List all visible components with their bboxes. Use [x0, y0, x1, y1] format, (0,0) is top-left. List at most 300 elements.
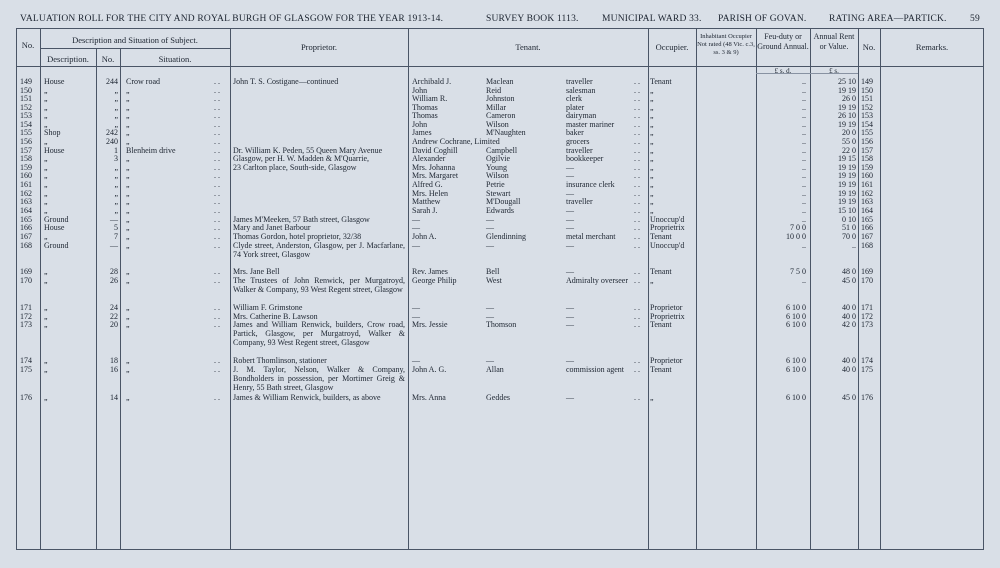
row-description: „	[44, 393, 48, 402]
leader-dots: . .	[634, 303, 640, 312]
row-number: 156	[20, 137, 32, 146]
leader-dots: . .	[214, 163, 220, 172]
row-tenant-forename: John	[412, 120, 428, 129]
leader-dots: . .	[214, 197, 220, 206]
row-description: „	[44, 267, 48, 276]
row-tenant-forename: Andrew Cochrane, Limited	[412, 137, 500, 146]
leader-dots: . .	[214, 189, 220, 198]
rule	[120, 48, 121, 550]
row-description: Ground	[44, 241, 69, 250]
row-number: 158	[20, 154, 32, 163]
row-annual-rent: 45 0	[842, 393, 856, 402]
row-tenant-forename: —	[412, 356, 420, 365]
col-inhabitant-occupier: Inhabitant Occupier Not rated (48 Vic. c.3, ss. 3 & 9)	[697, 33, 755, 56]
row-annual-rent: 20 0	[842, 128, 856, 137]
row-occupier: „	[650, 163, 654, 172]
row-street-number: „	[114, 94, 118, 103]
leader-dots: . .	[214, 77, 220, 86]
leader-dots: . .	[214, 393, 220, 402]
row-annual-rent: 45 0	[842, 276, 856, 285]
row-situation: „	[126, 163, 130, 172]
leader-dots: . .	[214, 94, 220, 103]
row-tenant-surname: M'Dougall	[486, 197, 521, 206]
row-number: 163	[20, 197, 32, 206]
row-feu-duty: ..	[802, 137, 806, 146]
row-tenant-surname: Thomson	[486, 320, 517, 329]
leader-dots: . .	[634, 267, 640, 276]
row-description: „	[44, 120, 48, 129]
row-tenant-forename: William R.	[412, 94, 448, 103]
row-occupier: „	[650, 128, 654, 137]
row-description: „	[44, 365, 48, 374]
row-occupier: Proprietrix	[650, 312, 685, 321]
row-occupier: Unoccup'd	[650, 215, 685, 224]
row-occupier: „	[650, 197, 654, 206]
row-description: „	[44, 137, 48, 146]
row-situation: „	[126, 223, 130, 232]
row-number-right: 151	[861, 94, 873, 103]
row-occupier: „	[650, 137, 654, 146]
row-number-right: 157	[861, 146, 873, 155]
row-tenant-trade: insurance clerk	[566, 180, 615, 189]
row-proprietor: Robert Thomlinson, stationer	[233, 356, 327, 365]
row-occupier: Proprietrix	[650, 223, 685, 232]
rule	[408, 28, 409, 550]
rule	[96, 48, 97, 550]
row-situation: „	[126, 94, 130, 103]
row-occupier: Tenant	[650, 77, 672, 86]
row-tenant-trade: traveller	[566, 77, 593, 86]
row-street-number: „	[114, 120, 118, 129]
row-description: „	[44, 276, 48, 285]
leader-dots: . .	[634, 312, 640, 321]
leader-dots: . .	[214, 111, 220, 120]
row-number-right: 171	[861, 303, 873, 312]
row-tenant-trade: —	[566, 171, 574, 180]
row-feu-duty: ..	[802, 171, 806, 180]
row-annual-rent: 42 0	[842, 320, 856, 329]
row-tenant-surname: Stewart	[486, 189, 511, 198]
row-number-right: 164	[861, 206, 873, 215]
row-number-right: 163	[861, 197, 873, 206]
row-tenant-trade: —	[566, 312, 574, 321]
row-tenant-surname: —	[486, 223, 494, 232]
row-street-number: 28	[110, 267, 118, 276]
leader-dots: . .	[634, 171, 640, 180]
row-proprietor: William F. Grimstone	[233, 303, 303, 312]
row-number: 171	[20, 303, 32, 312]
row-number: 150	[20, 86, 32, 95]
row-description: Ground	[44, 215, 69, 224]
leader-dots: . .	[214, 86, 220, 95]
row-number-right: 154	[861, 120, 873, 129]
col-rent-units: £ s.	[829, 67, 839, 75]
leader-dots: . .	[214, 154, 220, 163]
row-tenant-surname: Petrie	[486, 180, 505, 189]
row-feu-duty: ..	[802, 128, 806, 137]
row-tenant-forename: —	[412, 303, 420, 312]
row-description: „	[44, 197, 48, 206]
row-street-number: „	[114, 163, 118, 172]
row-tenant-trade: —	[566, 241, 574, 250]
leader-dots: . .	[634, 86, 640, 95]
row-occupier: „	[650, 111, 654, 120]
rule	[858, 28, 859, 550]
row-number-right: 159	[861, 163, 873, 172]
row-proprietor: John T. S. Costigane—continued	[233, 77, 339, 86]
row-number-right: 169	[861, 267, 873, 276]
leader-dots: . .	[634, 137, 640, 146]
rule	[648, 28, 649, 550]
row-occupier: „	[650, 86, 654, 95]
row-situation: „	[126, 189, 130, 198]
row-number: 154	[20, 120, 32, 129]
row-tenant-trade: —	[566, 206, 574, 215]
row-annual-rent: 19 19	[838, 120, 856, 129]
row-tenant-surname: Campbell	[486, 146, 518, 155]
row-tenant-trade: —	[566, 223, 574, 232]
row-description: „	[44, 86, 48, 95]
row-tenant-trade: baker	[566, 128, 584, 137]
row-tenant-surname: Glendinning	[486, 232, 526, 241]
rule	[230, 28, 231, 550]
leader-dots: . .	[214, 232, 220, 241]
row-feu-duty: ..	[802, 276, 806, 285]
row-tenant-trade: master mariner	[566, 120, 615, 129]
row-tenant-surname: West	[486, 276, 502, 285]
row-tenant-surname: Johnston	[486, 94, 515, 103]
row-annual-rent: 55 0	[842, 137, 856, 146]
row-situation: „	[126, 137, 130, 146]
row-number: 149	[20, 77, 32, 86]
leader-dots: . .	[634, 180, 640, 189]
row-feu-duty: ..	[802, 103, 806, 112]
row-situation: „	[126, 320, 130, 329]
row-proprietor: Mary and Janet Barbour	[233, 223, 311, 232]
row-description: „	[44, 356, 48, 365]
leader-dots: . .	[634, 120, 640, 129]
row-description: „	[44, 163, 48, 172]
row-occupier: „	[650, 393, 654, 402]
col-no-right: No.	[862, 42, 876, 52]
row-tenant-forename: Thomas	[412, 111, 438, 120]
row-number-right: 174	[861, 356, 873, 365]
row-tenant-forename: Alexander	[412, 154, 446, 163]
row-proprietor: Clyde street, Anderston, Glasgow, per J. Macfarlane, 74 York street, Glasgow	[233, 241, 405, 259]
row-number: 151	[20, 94, 32, 103]
row-tenant-forename: Alfred G.	[412, 180, 443, 189]
row-number: 164	[20, 206, 32, 215]
row-tenant-surname: —	[486, 215, 494, 224]
row-feu-duty: ..	[802, 189, 806, 198]
row-street-number: 24	[110, 303, 118, 312]
row-tenant-trade: —	[566, 320, 574, 329]
row-occupier: Proprietor	[650, 356, 683, 365]
row-feu-duty: 6 10 0	[786, 365, 806, 374]
leader-dots: . .	[214, 128, 220, 137]
row-annual-rent: 40 0	[842, 365, 856, 374]
row-number-right: 166	[861, 223, 873, 232]
row-number: 168	[20, 241, 32, 250]
row-street-number: „	[114, 180, 118, 189]
row-tenant-surname: Allan	[486, 365, 504, 374]
row-number: 155	[20, 128, 32, 137]
row-tenant-forename: —	[412, 215, 420, 224]
row-number: 165	[20, 215, 32, 224]
row-tenant-forename: Mrs. Jessie	[412, 320, 448, 329]
row-situation: „	[126, 356, 130, 365]
leader-dots: . .	[634, 320, 640, 329]
row-tenant-surname: Cameron	[486, 111, 516, 120]
row-annual-rent: 26 10	[838, 111, 856, 120]
col-feu-units: £ s. d.	[774, 67, 792, 75]
leader-dots: . .	[214, 215, 220, 224]
row-situation: „	[126, 206, 130, 215]
row-street-number: „	[114, 171, 118, 180]
leader-dots: . .	[214, 241, 220, 250]
row-tenant-forename: John A.	[412, 232, 437, 241]
leader-dots: . .	[634, 241, 640, 250]
rule	[756, 28, 757, 550]
row-street-number: „	[114, 189, 118, 198]
leader-dots: . .	[214, 267, 220, 276]
row-situation: Blenheim drive	[126, 146, 176, 155]
row-feu-duty: 6 10 0	[786, 312, 806, 321]
rule	[40, 48, 230, 49]
row-situation: Crow road	[126, 77, 160, 86]
row-street-number: 242	[106, 128, 118, 137]
row-tenant-trade: dairyman	[566, 111, 597, 120]
row-occupier: „	[650, 180, 654, 189]
municipal-ward: MUNICIPAL WARD 33.	[602, 14, 702, 24]
row-proprietor: Mrs. Catherine B. Lawson	[233, 312, 318, 321]
row-feu-duty: ..	[802, 154, 806, 163]
leader-dots: . .	[634, 128, 640, 137]
row-number-right: 170	[861, 276, 873, 285]
row-situation: „	[126, 154, 130, 163]
row-number-right: 168	[861, 241, 873, 250]
row-proprietor: Glasgow, per H. W. Madden & M'Quarrie,	[233, 154, 370, 163]
row-situation: „	[126, 393, 130, 402]
row-feu-duty: ..	[802, 180, 806, 189]
row-annual-rent: 40 0	[842, 303, 856, 312]
row-tenant-forename: —	[412, 223, 420, 232]
row-feu-duty: 6 10 0	[786, 393, 806, 402]
leader-dots: . .	[634, 163, 640, 172]
row-proprietor: Thomas Gordon, hotel proprietor, 32/38	[233, 232, 362, 241]
row-tenant-trade: —	[566, 303, 574, 312]
row-tenant-surname: M'Naughten	[486, 128, 526, 137]
row-street-number: „	[114, 206, 118, 215]
row-feu-duty: ..	[802, 197, 806, 206]
col-proprietor: Proprietor.	[300, 42, 338, 52]
row-number-right: 150	[861, 86, 873, 95]
row-number: 160	[20, 171, 32, 180]
leader-dots: . .	[634, 94, 640, 103]
row-proprietor: The Trustees of John Renwick, per Murgatroyd, Walker & Company, 93 West Regent street, Glasgow	[233, 276, 405, 294]
row-tenant-forename: Matthew	[412, 197, 441, 206]
row-annual-rent: 26 0	[842, 94, 856, 103]
row-description: Shop	[44, 128, 61, 137]
row-tenant-surname: Young	[486, 163, 507, 172]
row-proprietor: 23 Carlton place, South-side, Glasgow	[233, 163, 357, 172]
row-annual-rent: 19 19	[838, 103, 856, 112]
row-feu-duty: ..	[802, 163, 806, 172]
row-situation: „	[126, 241, 130, 250]
row-proprietor: Mrs. Jane Bell	[233, 267, 280, 276]
leader-dots: . .	[214, 320, 220, 329]
row-annual-rent: ..	[852, 241, 856, 250]
col-tenant: Tenant.	[515, 42, 541, 52]
leader-dots: . .	[214, 103, 220, 112]
row-tenant-forename: Thomas	[412, 103, 438, 112]
row-annual-rent: 40 0	[842, 356, 856, 365]
row-tenant-forename: Mrs. Helen	[412, 189, 448, 198]
row-description: „	[44, 171, 48, 180]
row-number: 172	[20, 312, 32, 321]
row-occupier: Tenant	[650, 232, 672, 241]
col-annual-rent: Annual Rent or Value.	[813, 32, 855, 51]
row-description: „	[44, 312, 48, 321]
row-tenant-surname: Geddes	[486, 393, 510, 402]
leader-dots: . .	[214, 171, 220, 180]
row-feu-duty: ..	[802, 120, 806, 129]
survey-book: SURVEY BOOK 1113.	[486, 14, 579, 24]
row-tenant-forename: David Coghill	[412, 146, 458, 155]
row-description: „	[44, 154, 48, 163]
row-number: 174	[20, 356, 32, 365]
row-annual-rent: 40 0	[842, 312, 856, 321]
row-situation: „	[126, 120, 130, 129]
leader-dots: . .	[634, 356, 640, 365]
row-occupier: Proprietor	[650, 303, 683, 312]
row-tenant-trade: —	[566, 267, 574, 276]
row-tenant-trade: grocers	[566, 137, 590, 146]
row-feu-duty: 6 10 0	[786, 356, 806, 365]
col-feu-duty: Feu-duty or Ground Annual.	[757, 32, 809, 51]
row-tenant-surname: Ogilvie	[486, 154, 510, 163]
row-occupier: „	[650, 120, 654, 129]
row-occupier: „	[650, 154, 654, 163]
row-number-right: 149	[861, 77, 873, 86]
row-number-right: 152	[861, 103, 873, 112]
leader-dots: . .	[214, 312, 220, 321]
row-tenant-trade: metal merchant	[566, 232, 616, 241]
row-description: „	[44, 303, 48, 312]
row-number-right: 156	[861, 137, 873, 146]
leader-dots: . .	[634, 146, 640, 155]
row-description: „	[44, 206, 48, 215]
col-description: Description.	[47, 54, 89, 64]
row-feu-duty: ..	[802, 241, 806, 250]
row-street-number: 22	[110, 312, 118, 321]
row-tenant-trade: bookkeeper	[566, 154, 604, 163]
row-description: „	[44, 103, 48, 112]
row-occupier: „	[650, 206, 654, 215]
row-situation: „	[126, 111, 130, 120]
row-tenant-surname: —	[486, 241, 494, 250]
row-number: 175	[20, 365, 32, 374]
row-tenant-forename: Mrs. Anna	[412, 393, 446, 402]
row-situation: „	[126, 103, 130, 112]
row-description: House	[44, 77, 65, 86]
row-annual-rent: 15 10	[838, 206, 856, 215]
row-description: „	[44, 320, 48, 329]
row-feu-duty: 7 5 0	[790, 267, 806, 276]
row-street-number: —	[110, 215, 118, 224]
row-number-right: 165	[861, 215, 873, 224]
row-tenant-forename: —	[412, 312, 420, 321]
row-annual-rent: 19 19	[838, 163, 856, 172]
row-annual-rent: 22 0	[842, 146, 856, 155]
row-description: „	[44, 94, 48, 103]
row-tenant-trade: salesman	[566, 86, 596, 95]
row-occupier: Unoccup'd	[650, 241, 685, 250]
row-street-number: 26	[110, 276, 118, 285]
row-tenant-trade: traveller	[566, 146, 593, 155]
row-occupier: Tenant	[650, 267, 672, 276]
row-number-right: 167	[861, 232, 873, 241]
row-feu-duty: ..	[802, 215, 806, 224]
row-occupier: „	[650, 103, 654, 112]
row-tenant-trade: —	[566, 163, 574, 172]
row-number: 153	[20, 111, 32, 120]
row-tenant-surname: Maclean	[486, 77, 514, 86]
leader-dots: . .	[634, 154, 640, 163]
col-number: No.	[101, 54, 115, 64]
row-tenant-trade: clerk	[566, 94, 582, 103]
leader-dots: . .	[634, 276, 640, 285]
row-tenant-forename: George Philip	[412, 276, 457, 285]
leader-dots: . .	[634, 197, 640, 206]
row-number: 167	[20, 232, 32, 241]
row-feu-duty: 6 10 0	[786, 303, 806, 312]
row-tenant-trade: commission agent	[566, 365, 624, 374]
leader-dots: . .	[214, 276, 220, 285]
row-number-right: 162	[861, 189, 873, 198]
row-annual-rent: 25 10	[838, 77, 856, 86]
row-tenant-forename: James	[412, 128, 432, 137]
row-street-number: 5	[114, 223, 118, 232]
row-number-right: 176	[861, 393, 873, 402]
leader-dots: . .	[634, 206, 640, 215]
row-situation: „	[126, 215, 130, 224]
row-description: „	[44, 232, 48, 241]
row-annual-rent: 19 19	[838, 197, 856, 206]
row-feu-duty: 6 10 0	[786, 320, 806, 329]
row-tenant-trade: traveller	[566, 197, 593, 206]
row-tenant-trade: Admiralty overseer	[566, 276, 628, 285]
row-proprietor: Dr. William K. Peden, 55 Queen Mary Avenue	[233, 146, 383, 155]
row-tenant-trade: —	[566, 215, 574, 224]
row-description: House	[44, 223, 65, 232]
leader-dots: . .	[214, 120, 220, 129]
leader-dots: . .	[214, 206, 220, 215]
row-feu-duty: ..	[802, 146, 806, 155]
row-proprietor: James M'Meeken, 57 Bath street, Glasgow	[233, 215, 370, 224]
row-occupier: „	[650, 146, 654, 155]
row-number: 152	[20, 103, 32, 112]
row-occupier: „	[650, 171, 654, 180]
col-description-group: Description and Situation of Subject.	[72, 35, 198, 45]
row-situation: „	[126, 171, 130, 180]
leader-dots: . .	[634, 111, 640, 120]
row-tenant-trade: plater	[566, 103, 585, 112]
page-number: 59	[970, 14, 980, 24]
leader-dots: . .	[214, 365, 220, 374]
row-tenant-surname: Millar	[486, 103, 506, 112]
leader-dots: . .	[634, 365, 640, 374]
